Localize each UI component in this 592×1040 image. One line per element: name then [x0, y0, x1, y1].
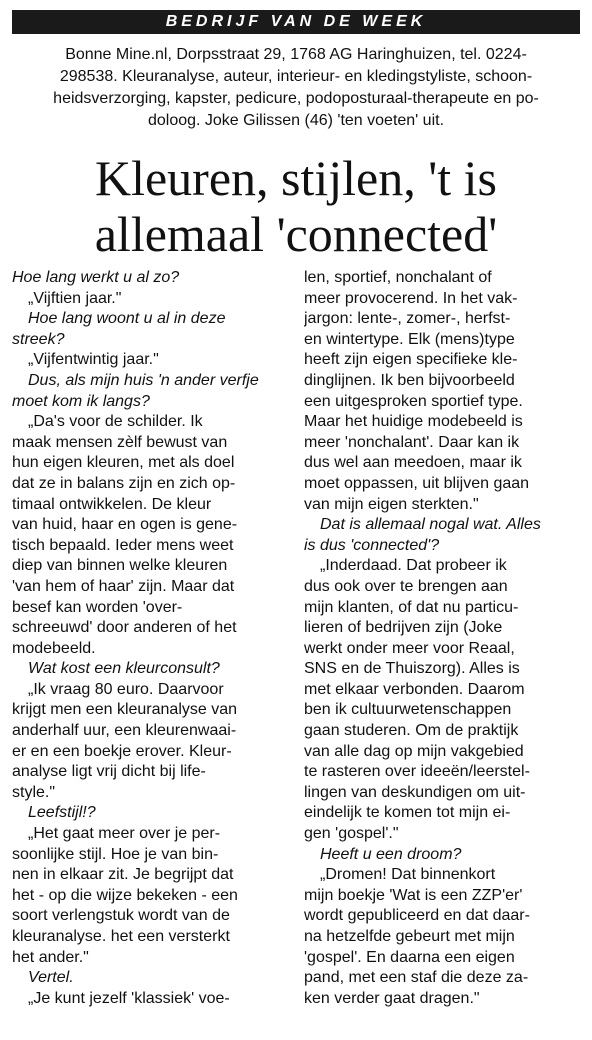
answer-line: dus ook over te brengen aan [304, 577, 508, 595]
answer-line: dus wel aan meedoen, maar ik [304, 454, 522, 472]
answer-line: analyse ligt vrij dicht bij life- [12, 763, 206, 781]
answer-line: style." [12, 783, 56, 801]
answer-line: moet oppassen, uit blijven gaan [304, 474, 530, 492]
answer-line: „Da's voor de schilder. Ik [28, 413, 203, 431]
answer-line: „Je kunt jezelf 'klassiek' voe- [28, 989, 230, 1007]
answer-line: nen in elkaar zit. Je begrijpt dat [12, 866, 234, 884]
answer-line: dinglijnen. Ik ben bijvoorbeeld [304, 371, 515, 389]
answer-line: krijgt men een kleuranalyse van [12, 701, 238, 719]
headline-line: Kleuren, stijlen, 't is [94, 150, 497, 206]
answer-line: dat ze in balans zijn en zich op- [12, 474, 236, 492]
answer-line: meer 'nonchalant'. Daar kan ik [304, 433, 520, 451]
question-line: is dus 'connected'? [304, 536, 440, 554]
answer-line: maak mensen zèlf bewust van [12, 433, 228, 451]
answer-line: ken verder gaat dragen." [304, 989, 480, 1007]
intro-line: heidsverzorging, kapster, pedicure, podoposturaal-therapeute en po- [53, 90, 539, 107]
answer-line: besef kan worden 'over- [12, 598, 183, 616]
answer-line: 'van hem of haar' zijn. Maar dat [12, 577, 235, 595]
answer-line: meer provocerend. In het vak- [304, 289, 518, 307]
answer-line: anderhalf uur, een kleurenwaai- [12, 722, 237, 740]
answer-line: gen 'gospel'." [304, 825, 399, 843]
answer-line: „Vijfentwintig jaar." [28, 351, 159, 369]
question-line: Wat kost een kleurconsult? [28, 660, 220, 678]
answer-line: wordt gepubliceerd en dat daar- [304, 907, 530, 925]
headline-line: allemaal 'connected' [94, 206, 498, 262]
article-columns [12, 268, 580, 1009]
answer-line: een uitgesproken sportief type. [304, 392, 523, 410]
answer-line: met elkaar verbonden. Daarom [304, 680, 525, 698]
question-line: streek? [12, 330, 65, 348]
answer-line: „Inderdaad. Dat probeer ik [320, 557, 507, 575]
answer-line: kleuranalyse. het een versterkt [12, 928, 230, 945]
answer-line: len, sportief, nonchalant of [304, 269, 492, 286]
answer-line: soort verlengstuk wordt van de [12, 907, 230, 925]
answer-line: heeft zijn eigen specifieke kle- [304, 351, 518, 369]
right-column [304, 268, 580, 1009]
newspaper-clipping [0, 10, 592, 1040]
answer-line: modebeeld. [12, 639, 96, 657]
intro-line: 298538. Kleuranalyse, auteur, interieur- en kledingstyliste, schoon- [59, 68, 533, 85]
answer-line: te rasteren over ideeën/leerstel- [304, 763, 530, 781]
answer-line: het ander." [12, 948, 89, 966]
answer-line: soonlijke stijl. Hoe je van bin- [12, 845, 219, 863]
answer-line: hun eigen kleuren, met als doel [12, 454, 235, 472]
answer-line: mijn klanten, of dat nu particu- [304, 598, 519, 616]
answer-line: tisch bepaald. Ieder mens weet [12, 536, 234, 554]
answer-line: „Dromen! Dat binnenkort [320, 866, 496, 884]
answer-line: diep van binnen welke kleuren [12, 557, 228, 575]
intro-line: doloog. Joke Gilissen (46) 'ten voeten' uit. [147, 112, 445, 129]
answer-line: jargon: lente-, zomer-, herfst- [304, 310, 511, 328]
answer-line: lingen van deskundigen om uit- [304, 783, 526, 801]
answer-line: van huid, haar en ogen is gene- [12, 516, 238, 534]
section-banner: BEDRIJF VAN DE WEEK [12, 10, 580, 34]
question-line: Vertel. [28, 969, 74, 987]
question-line: Hoe lang werkt u al zo? [12, 269, 180, 286]
answer-line: na hetzelfde gebeurt met mijn [304, 928, 515, 945]
answer-line: lieren of bedrijven zijn (Joke [304, 619, 503, 637]
answer-line: mijn boekje 'Wat is een ZZP'er' [304, 886, 523, 904]
answer-line: ben ik cultuurwetenschappen [304, 701, 512, 719]
question-line: Dat is allemaal nogal wat. Alles [320, 516, 541, 534]
answer-line: „Ik vraag 80 euro. Daarvoor [28, 680, 224, 698]
answer-line: „Vijftien jaar." [28, 289, 122, 307]
question-line: Heeft u een droom? [320, 845, 462, 863]
answer-line: 'gospel'. En daarna een eigen [304, 948, 515, 966]
answer-line: en wintertype. Elk (mens)type [304, 330, 515, 348]
left-column [12, 268, 288, 1009]
answer-line: Maar het huidige modebeeld is [304, 413, 523, 431]
answer-line: werkt onder meer voor Reaal, [304, 639, 515, 657]
question-line: moet kom ik langs? [12, 392, 150, 410]
answer-line: het - op die wijze bekeken - een [12, 886, 238, 904]
question-line: Dus, als mijn huis 'n ander verfje [28, 371, 259, 389]
answer-line: „Het gaat meer over je per- [28, 825, 221, 843]
answer-line: er en een boekje erover. Kleur- [12, 742, 232, 760]
intro-line: Bonne Mine.nl, Dorpsstraat 29, 1768 AG Haringhuizen, tel. 0224- [65, 46, 527, 63]
question-line: Hoe lang woont u al in deze [28, 310, 226, 328]
question-line: Leefstijl!? [28, 804, 96, 822]
answer-line: van mijn eigen sterkten." [304, 495, 479, 513]
answer-line: gaan studeren. Om de praktijk [304, 722, 519, 740]
answer-line: pand, met een staf die deze za- [304, 969, 529, 987]
headline [12, 150, 580, 262]
intro-block [18, 44, 574, 132]
answer-line: schreeuwd' door anderen of het [12, 619, 237, 637]
answer-line: van alle dag op mijn vakgebied [304, 742, 524, 760]
answer-line: eindelijk te komen tot mijn ei- [304, 804, 511, 822]
answer-line: SNS en de Thuiszorg). Alles is [304, 660, 520, 678]
answer-line: timaal ontwikkelen. De kleur [12, 495, 212, 513]
